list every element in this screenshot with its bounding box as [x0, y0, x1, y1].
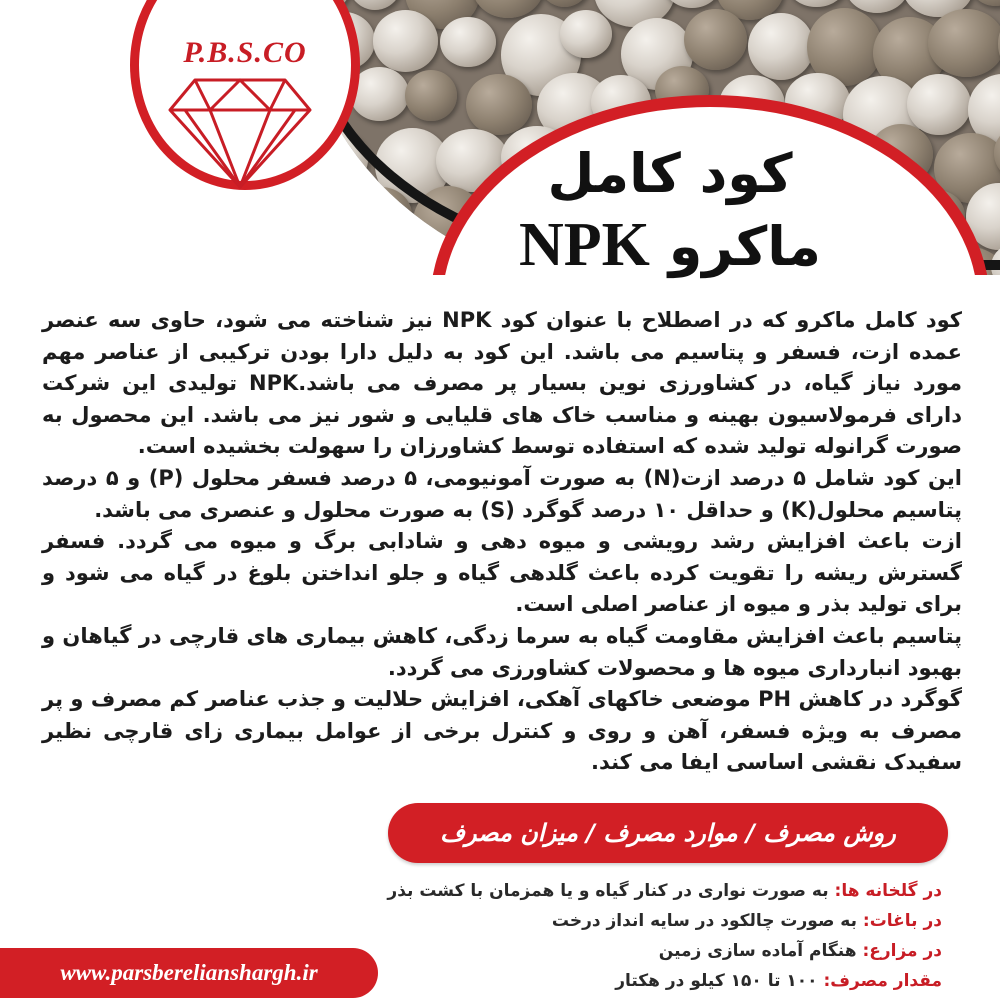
usage-key: در مزارع:	[862, 941, 942, 961]
usage-item-dosage	[302, 966, 942, 996]
usage-value: ۱۰۰ تا ۱۵۰ کیلو در هکتار	[615, 971, 824, 991]
usage-key: در گلخانه ها:	[834, 881, 942, 901]
title-npk: NPK	[519, 211, 650, 279]
granule	[785, 0, 848, 7]
usage-method-banner: روش مصرف / موارد مصرف / میزان مصرف	[388, 803, 948, 863]
usage-value: به صورت چالکود در سایه انداز درخت	[551, 911, 863, 931]
granule	[907, 74, 971, 135]
granule	[440, 17, 496, 68]
company-logo-text: P.B.S.CO	[183, 36, 307, 69]
usage-item-greenhouse	[302, 876, 942, 906]
usage-value: هنگام آماده سازی زمین	[658, 941, 863, 961]
granule	[373, 10, 439, 71]
product-title	[480, 140, 860, 284]
title-line-2	[480, 208, 860, 284]
granule	[538, 0, 592, 7]
website-link[interactable]: www.parsberelianshargh.ir	[0, 948, 378, 998]
product-description	[42, 305, 962, 779]
usage-item-farms	[302, 936, 942, 966]
description-paragraph: گوگرد در کاهش PH موضعی خاکهای آهکی، افزایش حلالیت و جذب عناصر کم مصرف و پر مصرف به ویژه فسفر، آهن و روی و کنترل برخی از عوامل بیماری زای قارچی نظیر سفیدک نقشی اساسی ایفا می کند.	[42, 687, 962, 775]
usage-list	[302, 876, 942, 996]
granule	[349, 187, 411, 243]
title-macro: ماکرو	[668, 215, 821, 278]
granule	[560, 10, 613, 58]
usage-item-orchards	[302, 906, 942, 936]
usage-key: در باغات:	[862, 911, 942, 931]
granule	[969, 0, 1000, 6]
granule	[466, 74, 532, 136]
description-paragraph: این کود شامل ۵ درصد ازت(N) به صورت آمونیومی، ۵ درصد فسفر محلول (P) و ۵ درصد پتاسیم محلول(K) و حداقل ۱۰ درصد گوگرد (S) به صورت محلول و عنصری می باشد.	[42, 465, 962, 522]
granule	[405, 70, 457, 121]
usage-value: به صورت نواری در کنار گیاه و یا همزمان با کشت بذر	[387, 881, 835, 901]
description-paragraph: ازت باعث افزایش رشد رویشی و میوه دهی و شادابی برگ و میوه می گردد. فسفر گسترش ریشه را تقویت کرده باعث گلدهی گیاه و جلو انداختن بلوغ در گیاه می شود و برای تولید بذر و میوه از عناصر اصلی است.	[42, 529, 962, 617]
granule	[348, 0, 402, 10]
title-line-1: کود کامل	[547, 142, 793, 205]
granule	[748, 13, 814, 80]
description-paragraph: پتاسیم باعث افزایش مقاومت گیاه به سرما زدگی، کاهش بیماری های قارچی در گیاهان و بهبود انبارداری میوه ها و محصولات کشاورزی می گردد.	[42, 623, 962, 680]
usage-key: مقدار مصرف:	[823, 971, 942, 991]
description-paragraph: کود کامل ماکرو که در اصطلاح با عنوان کود NPK نیز شناخته می شود، حاوی سه عنصر عمده ازت، فسفر و پتاسیم می باشد. این کود به دلیل دارا بودن ترکیبی از عناصر مهم مورد نیاز گیاه، در کشاورزی نوین بسیار پر مصرف می باشد.NPK تولیدی این شرکت دارای فرمولاسیون بهینه و مناسب خاک های قلیایی و شور نیز می باشد. این محصول به صورت گرانوله تولید شده که استفاده توسط کشاورزان را سهولت بخشیده است.	[42, 308, 962, 459]
granule	[928, 9, 1000, 77]
granule	[684, 9, 747, 70]
diamond-icon	[165, 72, 315, 192]
